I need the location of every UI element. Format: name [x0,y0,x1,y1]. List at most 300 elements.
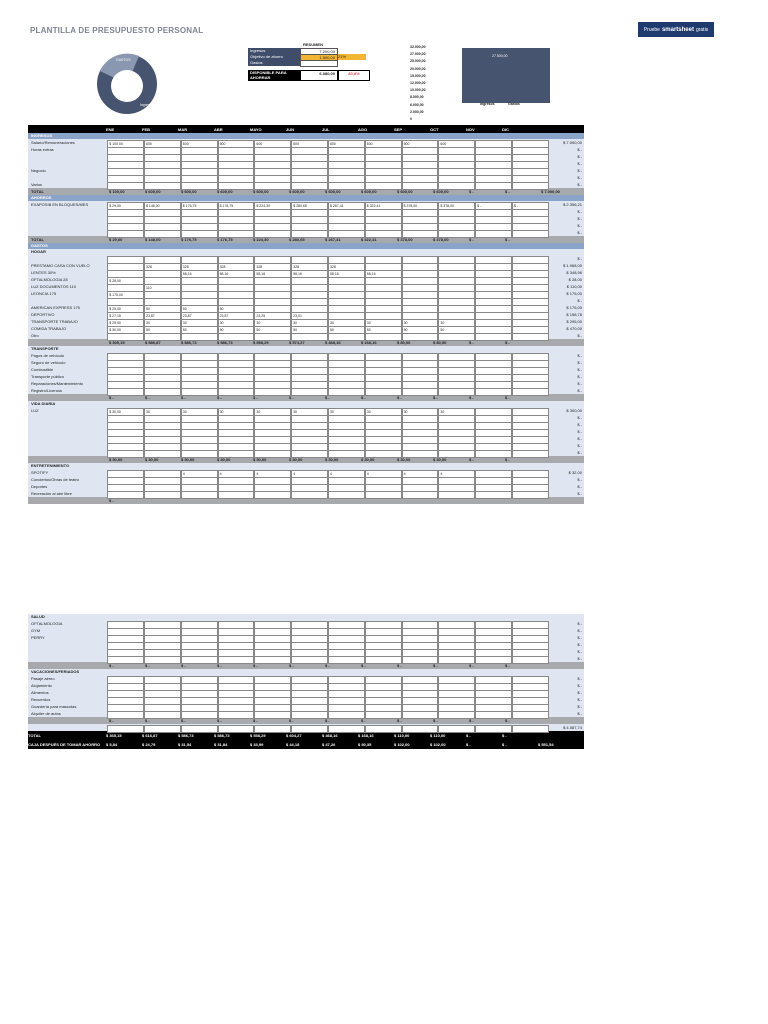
input-cell[interactable]: 30 [438,408,475,416]
row-total: $ - [577,676,582,681]
table-row [28,675,584,682]
input-cell[interactable]: 328 [144,263,181,271]
cash-cell: $ 24,79 [142,741,156,747]
table-row [28,304,584,311]
total-cell: $ - [289,395,294,400]
cash-cell: $ 47,26 [322,741,336,747]
final-total-cell: $ 110,00 [394,732,410,738]
input-cell[interactable]: $ 378,00 [402,202,439,210]
total-cell: $ 600,00 [361,189,377,194]
total-cell [361,497,397,504]
donut-label-ingresos: Ingresos 82% [140,103,162,107]
input-cell[interactable]: 30 [402,408,439,416]
total-cell: $ - [469,189,474,194]
cash-label: CAJA DESPUÉS DE TOMAR AHORRO [28,741,101,747]
input-cell[interactable]: $ 280,65 [291,202,328,210]
empty [181,725,218,733]
row-label: Alimentos [31,690,49,695]
row-total: $ 348,96 [566,270,582,275]
table-row [28,222,584,229]
input-cell[interactable]: $ - [475,202,512,210]
row-label [28,174,107,181]
row-label: PERRY [31,635,45,640]
input-cell[interactable]: $ 224,30 [254,202,291,210]
table-row [28,215,584,222]
row-label: Horas extras [31,147,54,152]
month-label: ENE [106,126,115,132]
row-label: SPOTIFY [31,470,49,475]
input-cell[interactable]: $ 27,15 [107,312,144,320]
row-label [28,428,107,435]
grand-total [541,662,577,669]
input-cell[interactable]: 600 [254,140,291,148]
total-cell: $ - [505,340,510,345]
total-cell: $ 30,00 [217,457,231,462]
final-total-cell: $ - [466,732,471,738]
total-cell: $ - [109,498,114,503]
donut-chart [92,44,162,124]
input-cell[interactable]: 50 [181,326,218,334]
row-total: $ - [577,360,582,365]
total-cell: $ 280,65 [289,237,305,242]
total-label [28,339,109,346]
axis-tick: 25.000,00 [410,59,426,64]
total-cell: $ 600,00 [397,189,413,194]
table-row [28,648,584,655]
total-cell: $ 30,00 [109,457,123,462]
input-cell[interactable]: 600 [181,140,218,148]
input-cell[interactable]: $ 30,00 [107,408,144,416]
input-cell[interactable]: 328 [254,263,291,271]
total-label: TOTAL [31,189,44,194]
input-cell[interactable]: $ 176,75 [218,202,255,210]
total-cell: $ 29,00 [109,237,123,242]
row-label: Alquiler de autos [31,711,61,716]
row-label [28,655,107,662]
row-label: Registro/Licencia [31,388,62,393]
table-row [28,641,584,648]
total-cell: $ 586,73 [181,340,197,345]
grand-total [541,236,577,243]
row-label: COMIDA TRABAJO [31,326,67,331]
empty [512,725,549,733]
final-total-cell: $ 558,29 [250,732,266,738]
input-cell[interactable]: 23,87 [181,312,218,320]
row-total: $ 300,00 [566,408,582,413]
row-total: $ - [577,450,582,455]
row-total: $ 28,00 [568,277,582,282]
table-row [28,387,584,394]
final-total-cell: $ - [502,732,507,738]
month-label: ABR [214,126,223,132]
section-ingresos: INGRESOS [28,133,584,139]
input-cell[interactable]: 50 [438,326,475,334]
input-cell[interactable]: 58,16 [291,270,328,278]
input-cell[interactable]: 30 [254,319,291,327]
grand-total [541,339,577,346]
subsection-hogar: HOGAR [28,249,584,255]
total-cell: $ - [181,663,186,668]
input-cell[interactable]: 23,25 [254,312,291,320]
input-cell[interactable]: $ - [512,202,549,210]
input-cell[interactable]: 4 [181,470,218,478]
input-cell[interactable]: 600 [365,140,402,148]
row-label: Negocio [31,168,46,173]
row-label: Varios [31,182,43,187]
row-label: EXAPOSIB EN BLOQUES/MES [31,202,89,207]
input-cell[interactable]: 58,16 [218,270,255,278]
total-cell [433,497,469,504]
month-label: MAR [178,126,188,132]
input-cell[interactable]: 30 [181,408,218,416]
total-cell: $ - [145,395,150,400]
row-label: Recuerdos [31,697,51,702]
final-total-row [28,731,584,739]
donut-label-gastos: GASTOS [116,58,131,62]
axis-tick: 0 [410,117,412,122]
row-label: Salario/Remuneraciones [31,140,75,145]
row-label: PRESTAMO CASA CON VUELO [31,263,90,268]
total-cell [217,497,253,504]
row-total: $ 470,00 [566,326,582,331]
input-cell[interactable]: 30 [365,319,402,327]
input-cell[interactable]: 30 [218,408,255,416]
row-total: $ - [577,656,582,661]
total-cell: $ - [505,237,510,242]
input-cell[interactable]: 58,16 [365,270,402,278]
input-cell[interactable]: 30 [144,408,181,416]
input-cell[interactable]: 23,87 [144,312,181,320]
row-total: $ 7.000,00 [563,140,582,145]
axis-tick: 8.000,00 [410,95,424,100]
total-cell: $ 322,41 [361,237,377,242]
row-label [28,648,107,655]
month-label: MAYO [250,126,262,132]
input-cell[interactable]: 4 [254,470,291,478]
input-cell[interactable]: 30 [291,408,328,416]
input-cell[interactable]: $ 29,00 [107,202,144,210]
row-total: $ - [577,628,582,633]
input-cell[interactable]: $ 148,00 [144,202,181,210]
input-cell[interactable]: 328 [181,263,218,271]
total-cell [325,497,361,504]
final-total-label: TOTAL [28,732,41,738]
total-cell [181,497,217,504]
total-cell: $ 558,29 [253,340,269,345]
input-cell[interactable]: 30 [365,408,402,416]
total-cell: $ 30,00 [289,457,303,462]
input-cell[interactable]: 4 [291,470,328,478]
row-total: $ - [577,422,582,427]
grand-total [541,497,577,504]
total-cell: $ 80,00 [433,340,447,345]
row-total: $ - [577,704,582,709]
input-cell[interactable]: 328 [218,263,255,271]
input-cell[interactable]: 4 [328,470,365,478]
input-cell[interactable]: 23,87 [218,312,255,320]
row-total: $ - [577,443,582,448]
table-row [28,174,584,181]
input-cell[interactable]: 50 [328,326,365,334]
row-total: $ - [577,415,582,420]
final-total-cell: $ 110,00 [430,732,446,738]
input-cell[interactable]: 30 [328,319,365,327]
table-row [28,318,584,325]
input-cell[interactable]: $ 25,00 [107,319,144,327]
input-cell[interactable]: 50 [218,326,255,334]
total-row [28,456,584,463]
input-cell[interactable]: $ 28,00 [107,277,144,285]
total-row [28,236,584,243]
row-total: $ - [577,333,582,338]
input-cell[interactable]: 58,16 [181,270,218,278]
input-cell[interactable]: 50 [218,305,255,313]
table-row [28,689,584,696]
smartsheet-logo[interactable]: Pruebe smartsheet gratis [638,22,714,37]
row-total: $ 175,00 [566,291,582,296]
total-cell: $ 305,15 [109,340,125,345]
table-row [28,449,584,456]
total-cell: $ - [325,395,330,400]
total-cell: $ - [505,189,510,194]
total-cell: $ 378,00 [397,237,413,242]
input-cell[interactable]: 50 [402,326,439,334]
month-label: NOV [466,126,475,132]
row-total: $ - [577,367,582,372]
row-total: $ - [577,642,582,647]
cash-cell: $ 33,99 [250,741,264,747]
input-cell[interactable]: 50 [181,305,218,313]
total-row [28,717,584,724]
final-total-cell: $ 168,16 [358,732,374,738]
row-label [28,421,107,428]
total-cell: $ - [217,663,222,668]
row-total: $ 158,78 [566,312,582,317]
input-cell[interactable]: $ 378,00 [438,202,475,210]
input-cell[interactable]: $ 25,00 [107,305,144,313]
total-cell: $ - [469,663,474,668]
row-total: $ - [577,429,582,434]
input-cell[interactable]: 600 [218,140,255,148]
final-total-cell: $ 604,27 [286,732,302,738]
input-cell[interactable]: 50 [144,326,181,334]
row-total: $ - [577,209,582,214]
row-label [28,435,107,442]
row-label [28,449,107,456]
input-cell[interactable]: 50 [365,326,402,334]
empty [475,725,512,733]
total-cell: $ 600,00 [253,189,269,194]
row-label: OFTALMOLOGIA [31,621,63,626]
input-cell[interactable]: $ 322,41 [365,202,402,210]
table-row [28,428,584,435]
total-cell: $ - [325,718,330,723]
total-label [28,456,109,463]
row-label [28,255,107,262]
row-label: Conciertos/Obras de teatro [31,477,80,482]
input-cell[interactable]: 23,01 [291,312,328,320]
table-row [28,262,584,269]
cash-cell: $ 31,54 [178,741,192,747]
total-row [28,188,584,195]
row-total: $ - [577,168,582,173]
row-total: $ 175,00 [566,305,582,310]
row-total: $ - [577,216,582,221]
row-label: AMERICAN EXPRESS 175 [31,305,80,310]
input-cell[interactable]: 50 [291,326,328,334]
table-row [28,352,584,359]
total-cell: $ 100,00 [109,189,125,194]
total-cell: $ - [505,663,510,668]
input-cell[interactable]: 30 [144,319,181,327]
input-cell[interactable]: 30 [291,319,328,327]
total-cell: $ - [109,663,114,668]
total-cell: $ - [433,663,438,668]
bar-chart: 27.500,00 [462,48,550,103]
row-label [28,297,107,304]
total-cell: $ 600,00 [325,189,341,194]
input-cell[interactable]: 328 [291,263,328,271]
table-row [28,380,584,387]
empty [291,725,328,733]
cash-cell: $ - [502,741,507,747]
input-cell[interactable]: 30 [181,319,218,327]
input-cell[interactable]: 600 [402,140,439,148]
row-total: $ - [577,683,582,688]
table-row [28,153,584,160]
table-row [28,620,584,627]
row-total: $ - [577,182,582,187]
total-cell: $ 600,00 [217,189,233,194]
row-total: $ - [577,635,582,640]
bar-axis [410,44,426,123]
table-row [28,490,584,497]
input-cell[interactable]: 30 [328,408,365,416]
row-total: $ 2.356,21 [563,202,582,207]
input-cell[interactable]: $ 267,41 [328,202,365,210]
input-cell[interactable]: 600 [328,140,365,148]
input-cell[interactable]: $ 176,75 [181,202,218,210]
row-total: $ 110,00 [566,284,582,289]
row-label: Transporte público [31,374,64,379]
row-total: $ - [577,223,582,228]
input-cell[interactable]: 30 [218,319,255,327]
input-cell[interactable]: 50 [254,326,291,334]
cash-cell: $ 102,00 [430,741,446,747]
input-cell[interactable]: 58,16 [328,270,365,278]
input-cell[interactable]: 50 [144,305,181,313]
input-cell[interactable]: 110 [144,284,181,292]
input-cell[interactable]: 600 [144,140,181,148]
total-cell: $ - [325,663,330,668]
final-total-cell: $ 365,15 [106,732,122,738]
grand-total [541,456,577,463]
row-total: $ - [577,230,582,235]
input-cell[interactable]: $ 175,00 [107,291,144,299]
row-label: LENTES 30% [31,270,56,275]
input-cell[interactable]: 600 [438,140,475,148]
row-total: $ 32,00 [568,470,582,475]
row-label: DEPORTIVO [31,312,55,317]
total-cell: $ 600,00 [433,189,449,194]
row-label: Seguro de vehículo [31,360,66,365]
input-cell[interactable]: 4 [365,470,402,478]
total-cell [289,497,325,504]
total-cell: $ - [469,237,474,242]
row-total: $ - [577,649,582,654]
table-row [28,201,584,208]
row-label: Alojamiento [31,683,52,688]
table-row [28,634,584,641]
total-label: TOTAL [31,237,44,242]
final-total-cell: $ 586,73 [178,732,194,738]
total-row [28,339,584,346]
total-cell: $ - [505,395,510,400]
table-row [28,311,584,318]
input-cell[interactable]: 328 [328,263,365,271]
row-label: Recreación al aire libre [31,491,72,496]
final-total-cell: $ 468,16 [322,732,338,738]
table-row [28,407,584,414]
row-label: Deportes [31,484,48,489]
cash-cell: $ 102,00 [394,741,410,747]
total-cell: $ 600,00 [181,189,197,194]
axis-tick: 2.000,00 [410,109,424,114]
table-row [28,682,584,689]
row-total: $ - [577,374,582,379]
total-cell: $ 600,00 [145,189,161,194]
table-row [28,325,584,332]
input-cell[interactable]: 4 [402,470,439,478]
subsection-salud: SALUD [28,614,584,620]
row-label [28,442,107,449]
input-cell[interactable]: 30 [438,319,475,327]
table-row [28,627,584,634]
input-cell[interactable]: $ 100,00 [107,140,144,148]
table-row [28,290,584,297]
empty [365,725,402,733]
input-cell[interactable]: 30 [402,319,439,327]
month-label: FEB [142,126,150,132]
input-cell[interactable]: 58,16 [254,270,291,278]
input-cell[interactable]: $ 30,00 [107,326,144,334]
axis-tick: 15.000,00 [410,73,426,78]
total-cell: $ - [505,718,510,723]
input-cell[interactable]: 600 [291,140,328,148]
total-row [28,394,584,401]
table-row [28,229,584,236]
input-cell[interactable]: 30 [254,408,291,416]
total-cell: $ - [469,340,474,345]
row-label: Pagos de vehículo [31,353,64,358]
input-cell[interactable]: 4 [438,470,475,478]
grand-total [541,394,577,401]
total-row [28,662,584,669]
total-cell: $ 30,00 [397,457,411,462]
cash-row [28,739,584,749]
input-cell[interactable]: 4 [218,470,255,478]
row-total: $ - [577,161,582,166]
budget-sheet-bottom [28,614,584,749]
table-row [28,160,584,167]
axis-tick: 32.000,00 [410,45,426,49]
empty [438,725,475,733]
table-row [28,181,584,188]
table-row [28,359,584,366]
row-total: $ - [577,436,582,441]
page-title: PLANTILLA DE PRESUPUESTO PERSONAL [30,26,204,35]
total-cell: $ 30,00 [361,457,375,462]
